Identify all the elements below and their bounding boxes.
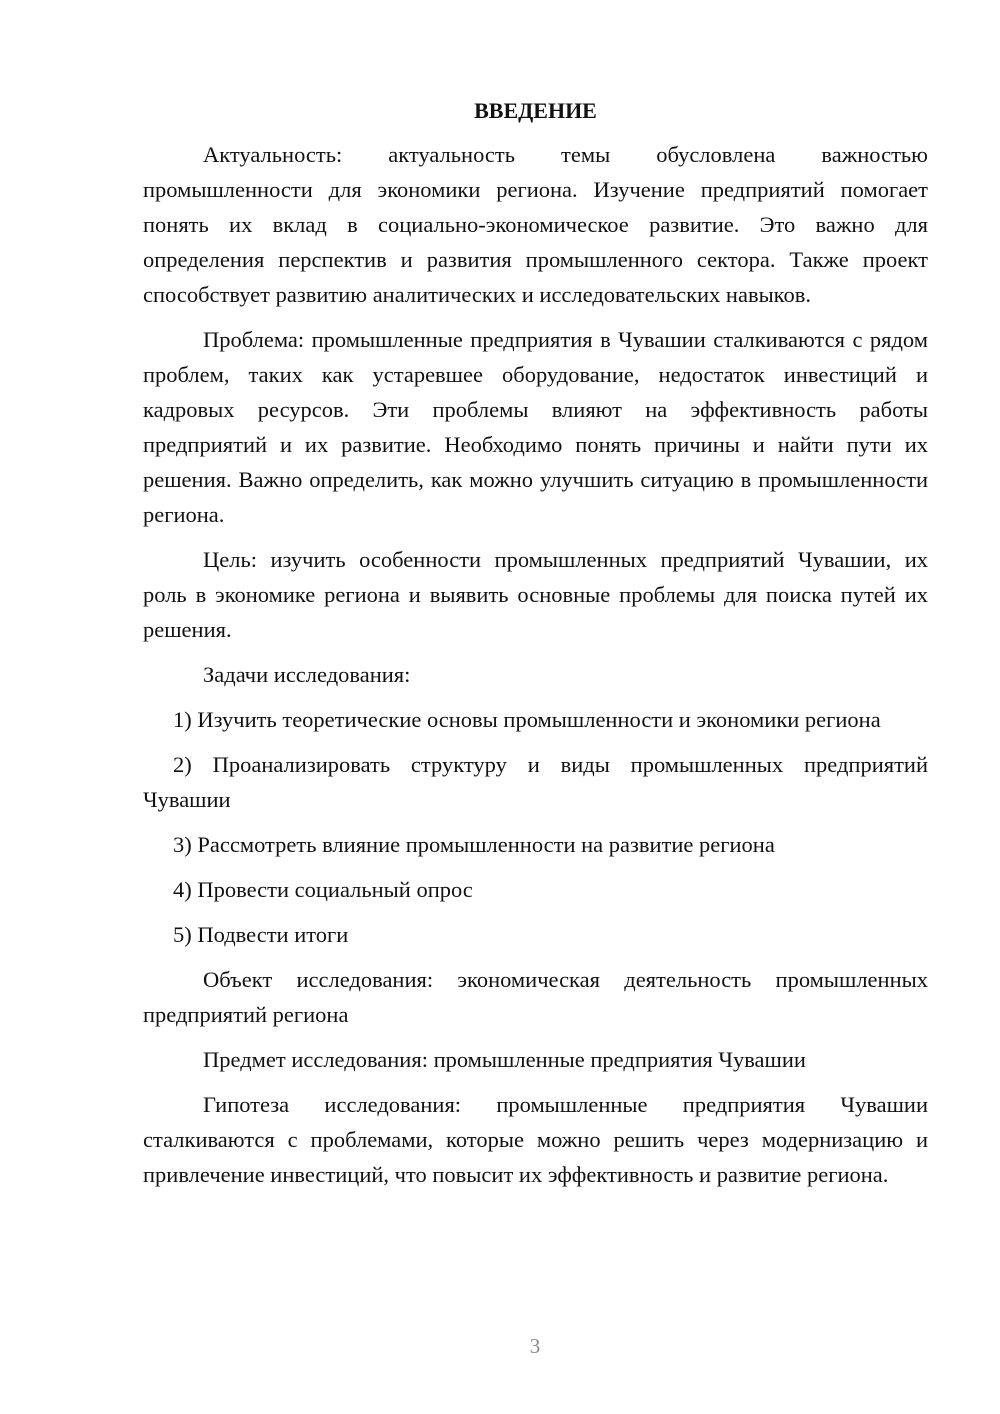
task-item-3: 3) Рассмотреть влияние промышленности на развитие региона <box>173 832 775 857</box>
goal-paragraph: Цель: изучить особенности промышленных предприятий Чувашии, их роль в экономике региона и выявить основные проблемы для поиска путей их решения. <box>143 547 928 642</box>
tasks-heading: Задачи исследования: <box>203 662 411 687</box>
document-body <box>143 93 928 1192</box>
object-paragraph: Объект исследования: экономическая деятельность промышленных предприятий региона <box>143 967 928 1027</box>
task-item-5: 5) Подвести итоги <box>173 922 349 947</box>
problem-paragraph: Проблема: промышленные предприятия в Чувашии сталкиваются с рядом проблем, таких как устаревшее оборудование, недостаток инвестиций и кадровых ресурсов. Эти проблемы влияют на эффективность работы предприятий и их развитие. Необходимо понять причины и найти пути их решения. Важно определить, как можно улучшить ситуацию в промышленности региона. <box>143 327 928 527</box>
hypothesis-paragraph: Гипотеза исследования: промышленные предприятия Чувашии сталкиваются с проблемами, которые можно решить через модернизацию и привлечение инвестиций, что повысит их эффективность и развитие региона. <box>143 1092 928 1187</box>
task-item-1: 1) Изучить теоретические основы промышленности и экономики региона <box>173 707 881 732</box>
task-item-4: 4) Провести социальный опрос <box>173 877 473 902</box>
subject-paragraph: Предмет исследования: промышленные предприятия Чувашии <box>203 1047 806 1072</box>
task-item-2: 2) Проанализировать структуру и виды промышленных предприятий Чувашии <box>143 752 928 812</box>
page-number: 3 <box>529 1334 541 1358</box>
relevance-paragraph: Актуальность: актуальность темы обусловлена важностью промышленности для экономики региона. Изучение предприятий помогает понять их вклад в социально-экономическое развитие. Это важно для определения перспектив и развития промышленного сектора. Также проект способствует развитию аналитических и исследовательских навыков. <box>143 142 928 307</box>
section-heading: ВВЕДЕНИЕ <box>474 98 597 123</box>
